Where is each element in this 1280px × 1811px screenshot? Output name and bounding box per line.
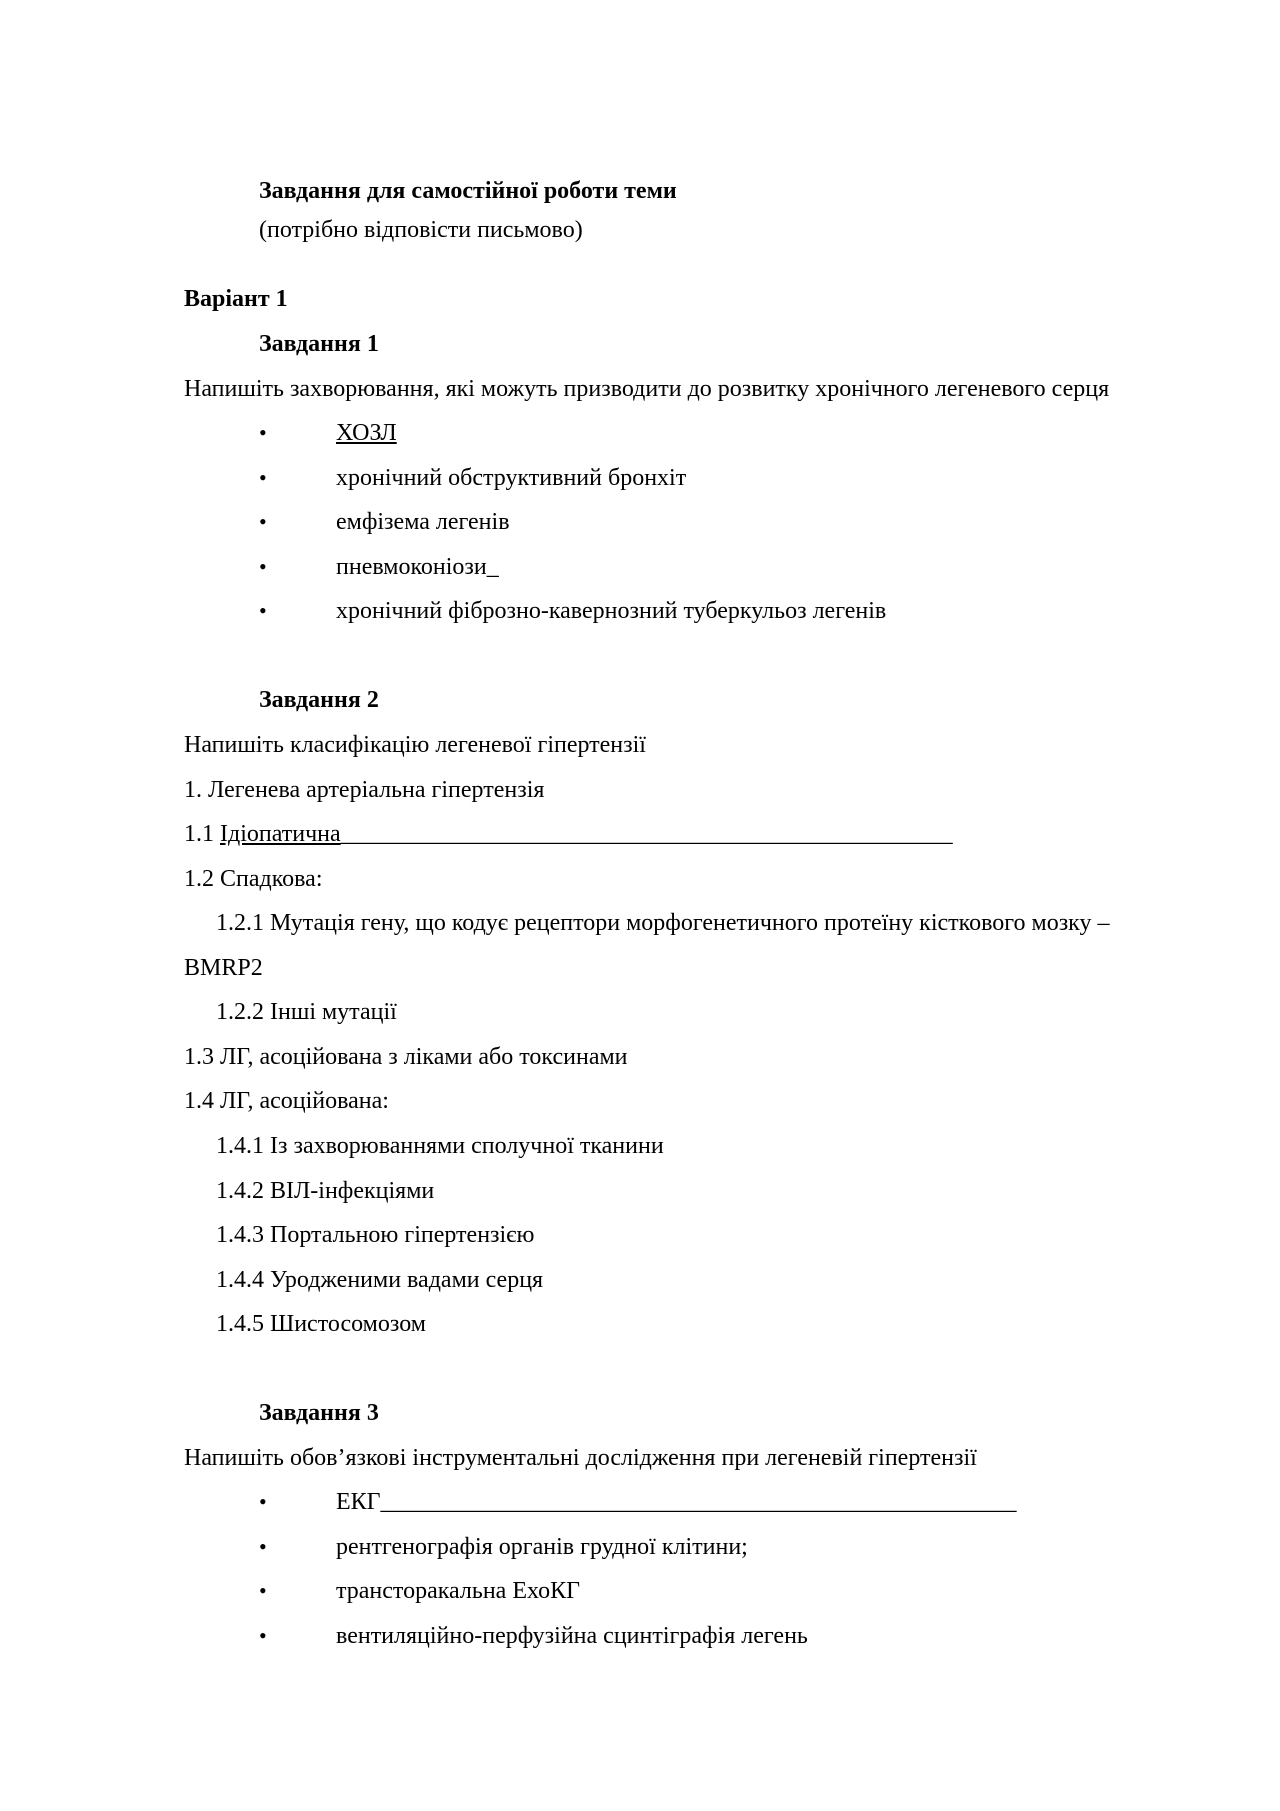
classification-line: 1.2.2 Інші мутації (216, 999, 397, 1025)
bullet-icon: • (259, 509, 267, 534)
classification-line: BMRP2 (184, 955, 263, 981)
classification-number: 1.1 (184, 821, 220, 847)
bullet-icon: • (259, 1623, 267, 1648)
task2-question: Напишіть класифікацію легеневої гіпертензії (184, 732, 646, 758)
task1-item: ХОЗЛ (336, 420, 397, 446)
answer-blank: ___________________________________________________ (340, 821, 953, 847)
classification-answer: Ідіопатична (220, 821, 341, 847)
bullet-icon: • (259, 598, 267, 623)
task3-item: трансторакальна ЕхоКГ (336, 1578, 580, 1604)
classification-line: 1.2.1 Мутація гену, що кодує рецептори морфогенетичного протеїну кісткового мозку – (216, 910, 1110, 936)
task3-heading: Завдання 3 (259, 1400, 379, 1426)
task1-heading: Завдання 1 (259, 331, 379, 357)
variant-heading: Варіант 1 (184, 286, 288, 312)
classification-line: 1.4 ЛГ, асоційована: (184, 1088, 389, 1114)
classification-line: 1.4.2 ВІЛ-інфекціями (216, 1178, 435, 1204)
classification-line: 1.2 Спадкова: (184, 866, 323, 892)
bullet-icon: • (259, 465, 267, 490)
document-subtitle: (потрібно відповісти письмово) (259, 217, 583, 243)
task1-item: пневмоконіози_ (336, 554, 499, 580)
classification-line: 1.4.4 Уродженими вадами серця (216, 1267, 544, 1293)
classification-line (184, 819, 953, 849)
document-title: Завдання для самостійної роботи теми (259, 178, 677, 204)
task3-item: ЕКГ_____________________________________________________ (336, 1489, 1017, 1515)
task1-item: хронічний фіброзно-кавернозний туберкульоз легенів (336, 598, 887, 624)
task3-item: рентгенографія органів грудної клітини; (336, 1534, 748, 1560)
bullet-icon: • (259, 420, 267, 445)
bullet-icon: • (259, 1489, 267, 1514)
bullet-icon: • (259, 1578, 267, 1603)
bullet-icon: • (259, 1534, 267, 1559)
classification-line: 1.4.3 Портальною гіпертензією (216, 1222, 535, 1248)
task1-item: емфізема легенів (336, 509, 510, 535)
task1-item: хронічний обструктивний бронхіт (336, 465, 687, 491)
task3-question: Напишіть обов’язкові інструментальні дослідження при легеневій гіпертензії (184, 1445, 977, 1471)
classification-line: 1.4.5 Шистосомозом (216, 1311, 426, 1337)
task3-item: вентиляційно-перфузійна сцинтіграфія легень (336, 1623, 808, 1649)
classification-line: 1. Легенева артеріальна гіпертензія (184, 777, 545, 803)
task2-heading: Завдання 2 (259, 687, 379, 713)
classification-line: 1.4.1 Із захворюваннями сполучної тканини (216, 1133, 664, 1159)
bullet-icon: • (259, 554, 267, 579)
task1-question: Напишіть захворювання, які можуть призводити до розвитку хронічного легеневого серця (184, 376, 1110, 402)
classification-line: 1.3 ЛГ, асоційована з ліками або токсинами (184, 1044, 628, 1070)
